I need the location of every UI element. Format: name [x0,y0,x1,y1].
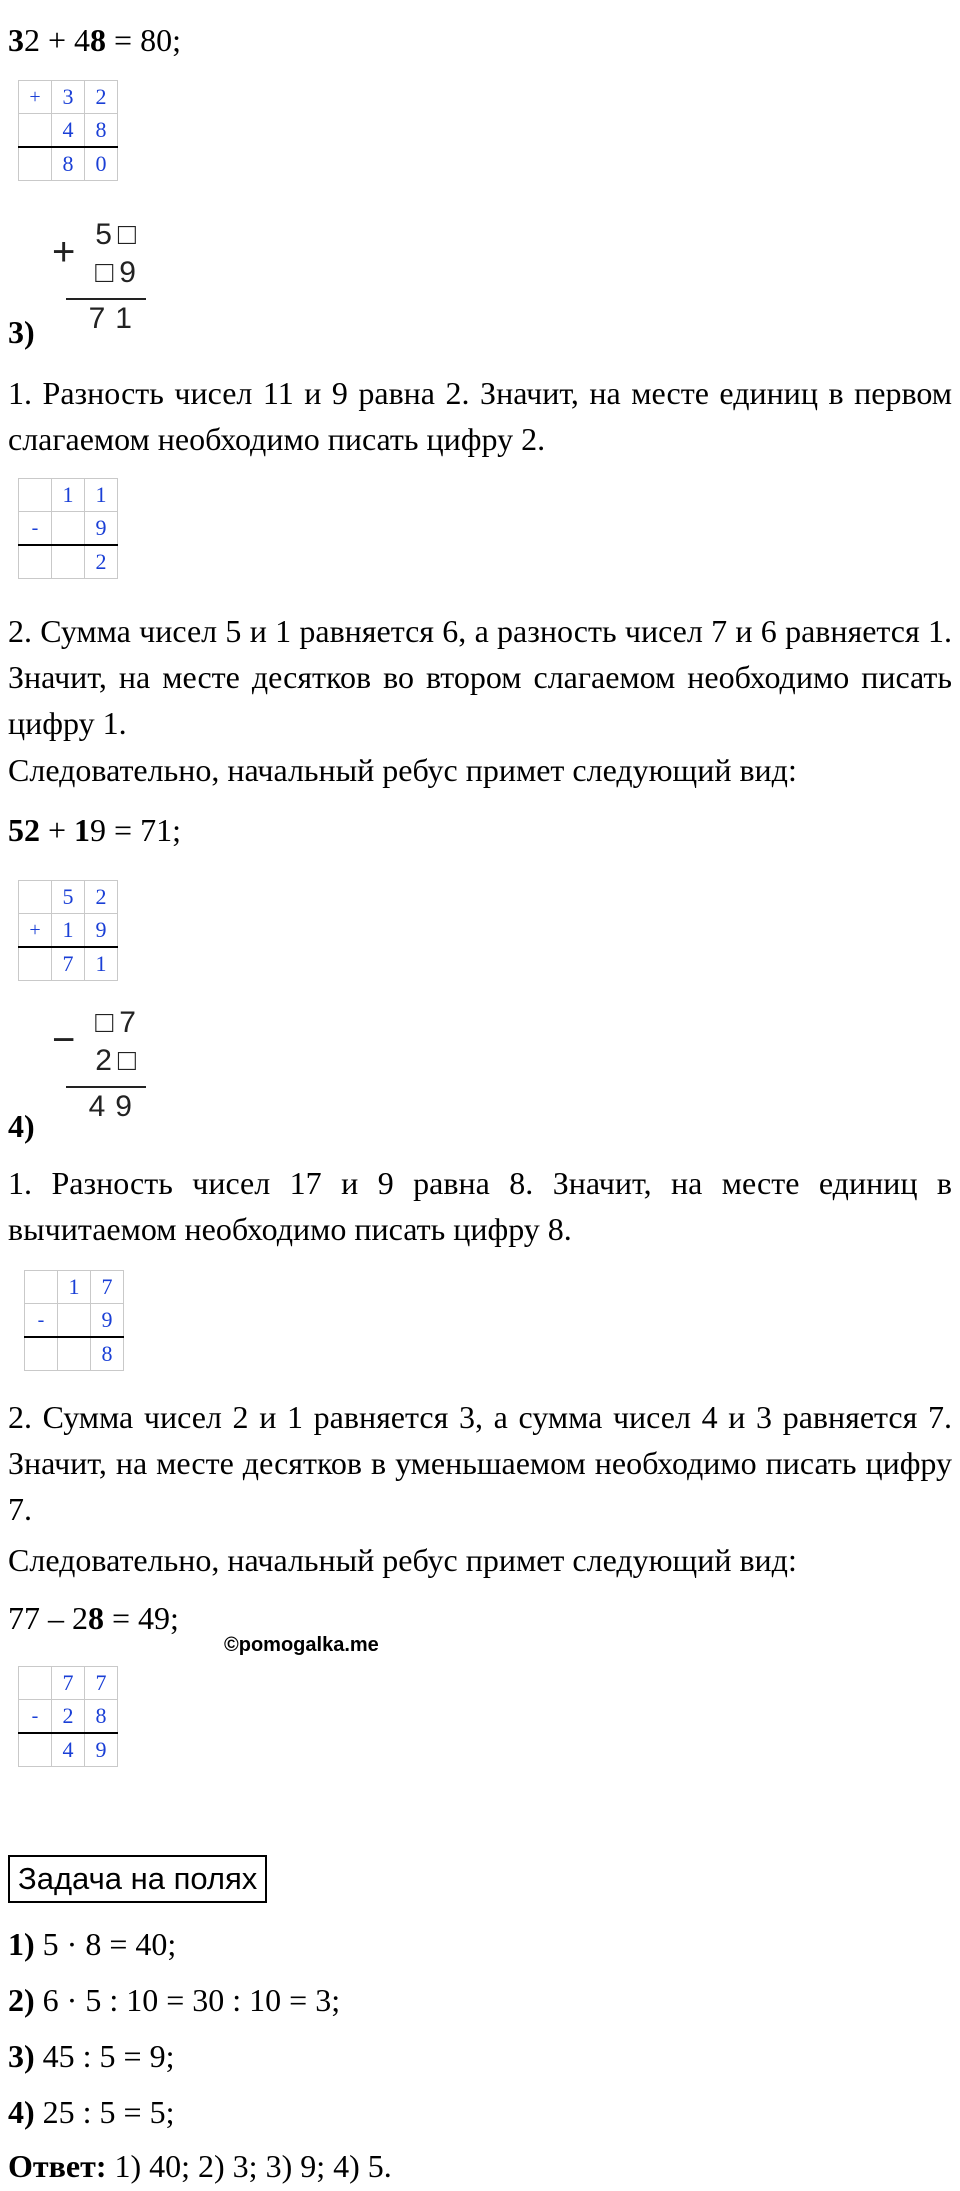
grid-cell [58,1337,91,1371]
conclusion-4: Следовательно, начальный ребус примет следующий вид: [8,1542,797,1578]
eq-bold-digit: 8 [88,1600,104,1636]
grid-cell: 2 [85,881,118,914]
eq-bold-digit: 3 [8,22,24,58]
grid-cell: 2 [85,545,118,579]
grid-cell [52,545,85,579]
grid-cell: 1 [85,479,118,512]
grid-cell: 0 [85,147,118,181]
answer-label: Ответ: [8,2148,107,2184]
grid-cell: 3 [52,81,85,114]
puzzle-line [66,298,146,300]
puzzle-result: 49 [88,1090,142,1123]
grid-cell: 8 [91,1337,124,1371]
eq-text: + [40,812,75,848]
grid-cell: 7 [52,1667,85,1700]
grid-cell: 2 [85,81,118,114]
column-grid-5 [18,1666,118,1767]
grid-cell [19,479,52,512]
answer-line [8,2144,392,2188]
watermark: ©pomogalka.me [224,1634,379,1656]
eq-bold-digit: 1 [74,812,91,848]
grid-cell: 1 [52,914,85,948]
grid-cell: 9 [85,1733,118,1767]
grid-cell: 1 [58,1271,91,1304]
grid-cell: 8 [85,1700,118,1734]
grid-operator: - [19,512,52,546]
puzzle-result: 71 [88,302,142,335]
puzzle-subtraction [52,1006,148,1126]
puzzle-row: 5□ [95,218,142,251]
grid-cell [19,114,52,148]
grid-cell [19,881,52,914]
grid-cell: 9 [85,914,118,948]
task-item-4 [8,2090,174,2134]
eq-bold-digit: 52 [8,812,40,848]
eq-text: = 80; [106,22,181,58]
grid-cell [58,1304,91,1338]
puzzle-row: □7 [95,1006,142,1039]
grid-cell [19,545,52,579]
grid-cell [52,512,85,546]
item-text: 6 · 5 : 10 = 30 : 10 = 3; [34,1982,341,2018]
grid-cell: 8 [52,147,85,181]
task-title-box: Задача на полях [8,1855,267,1903]
grid-cell: 1 [85,947,118,981]
puzzle-sign: + [52,230,76,274]
conclusion-3: Следовательно, начальный ребус примет следующий вид: [8,752,797,788]
item-text: 5 · 8 = 40; [34,1926,177,1962]
grid-cell: 2 [52,1700,85,1734]
grid-cell: 9 [85,512,118,546]
column-grid-1 [18,80,118,181]
eq-text: = 49; [104,1600,179,1636]
equation-top [8,18,181,62]
grid-cell: 7 [85,1667,118,1700]
grid-cell [25,1271,58,1304]
paragraph-4-2: 2. Сумма чисел 2 и 1 равняется 3, а сумма чисел 4 и 3 равняется 7. Значит, на месте десятков в уменьшаемом необходимо писать цифру 7. [8,1399,952,1527]
equation-3 [8,808,181,852]
item-number: 2) [8,1982,35,2018]
puzzle-row: □9 [95,256,142,289]
puzzle-line [66,1086,146,1088]
grid-operator: + [19,914,52,948]
grid-cell: 9 [91,1304,124,1338]
eq-text: 77 – 2 [8,1600,88,1636]
paragraph-3-2: 2. Сумма чисел 5 и 1 равняется 6, а разность чисел 7 и 6 равняется 1. Значит, на месте десятков во втором слагаемом необходимо писать цифру 1. [8,613,952,741]
grid-cell: 4 [52,1733,85,1767]
grid-cell [19,1667,52,1700]
task-item-3 [8,2034,174,2078]
grid-cell: 4 [52,114,85,148]
grid-cell: 7 [52,947,85,981]
item-text: 45 : 5 = 9; [34,2038,175,2074]
item-number: 4) [8,2094,35,2130]
grid-operator: - [19,1700,52,1734]
puzzle-sign: − [52,1018,76,1062]
item-number: 3) [8,2038,35,2074]
paragraph-4-1: 1. Разность чисел 17 и 9 равна 8. Значит, на месте единиц в вычитаемом необходимо писать цифру 8. [8,1165,952,1247]
column-grid-2 [18,478,118,579]
grid-cell: 1 [52,479,85,512]
grid-cell [25,1337,58,1371]
column-grid-3 [18,880,118,981]
task-item-1 [8,1922,176,1966]
task-label-4: 4) [8,1108,35,1144]
task-label-3: 3) [8,314,35,350]
puzzle-row: 2□ [95,1044,142,1077]
item-text: 25 : 5 = 5; [34,2094,175,2130]
column-grid-4 [24,1270,124,1371]
paragraph-3-1: 1. Разность чисел 11 и 9 равна 2. Значит, на месте единиц в первом слагаемом необходимо писать цифру 2. [8,375,952,457]
grid-cell [19,147,52,181]
answer-text: 1) 40; 2) 3; 3) 9; 4) 5. [106,2148,392,2184]
grid-cell: 5 [52,881,85,914]
eq-bold-digit: 8 [90,22,107,58]
puzzle-addition [52,218,148,338]
grid-cell [19,947,52,981]
grid-operator: - [25,1304,58,1338]
eq-text: 9 = 71; [90,812,181,848]
grid-cell: 8 [85,114,118,148]
grid-cell [19,1733,52,1767]
grid-cell: 7 [91,1271,124,1304]
grid-operator: + [19,81,52,114]
task-item-2 [8,1978,340,2022]
equation-4 [8,1596,179,1640]
item-number: 1) [8,1926,35,1962]
eq-text: 2 + 4 [24,22,91,58]
